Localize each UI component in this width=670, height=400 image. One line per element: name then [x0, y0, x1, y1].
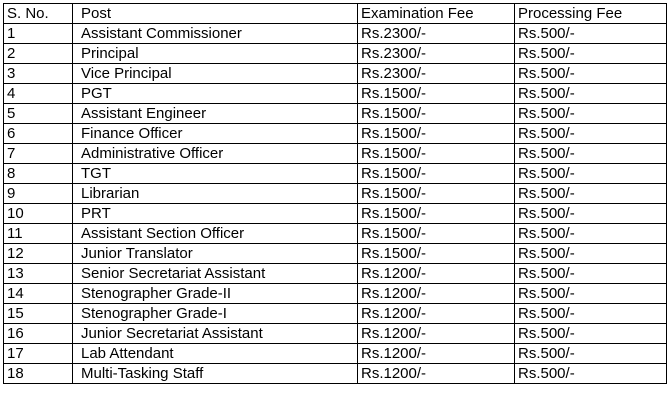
cell-sno: 6 [4, 124, 73, 144]
cell-post: Assistant Section Officer [73, 224, 358, 244]
table-row [4, 144, 667, 164]
table-row [4, 124, 667, 144]
table-row [4, 184, 667, 204]
table-row [4, 84, 667, 104]
cell-processing-fee: Rs.500/- [515, 124, 667, 144]
cell-examination-fee: Rs.2300/- [358, 64, 515, 84]
table-row [4, 284, 667, 304]
cell-examination-fee: Rs.1500/- [358, 184, 515, 204]
cell-examination-fee: Rs.2300/- [358, 24, 515, 44]
cell-post: Principal [73, 44, 358, 64]
cell-processing-fee: Rs.500/- [515, 164, 667, 184]
cell-examination-fee: Rs.1200/- [358, 284, 515, 304]
cell-examination-fee: Rs.1200/- [358, 264, 515, 284]
table-body [4, 24, 667, 384]
table-row [4, 344, 667, 364]
cell-post: Junior Secretariat Assistant [73, 324, 358, 344]
cell-examination-fee: Rs.1200/- [358, 364, 515, 384]
cell-sno: 12 [4, 244, 73, 264]
cell-post: Administrative Officer [73, 144, 358, 164]
cell-post: Vice Principal [73, 64, 358, 84]
cell-processing-fee: Rs.500/- [515, 184, 667, 204]
cell-post: TGT [73, 164, 358, 184]
cell-sno: 9 [4, 184, 73, 204]
table-row [4, 304, 667, 324]
cell-examination-fee: Rs.1500/- [358, 124, 515, 144]
cell-processing-fee: Rs.500/- [515, 24, 667, 44]
cell-post: Multi-Tasking Staff [73, 364, 358, 384]
cell-post: Senior Secretariat Assistant [73, 264, 358, 284]
cell-processing-fee: Rs.500/- [515, 64, 667, 84]
cell-sno: 7 [4, 144, 73, 164]
table-row [4, 44, 667, 64]
table-row [4, 224, 667, 244]
cell-processing-fee: Rs.500/- [515, 44, 667, 64]
cell-examination-fee: Rs.1200/- [358, 304, 515, 324]
cell-examination-fee: Rs.1200/- [358, 344, 515, 364]
cell-examination-fee: Rs.1500/- [358, 84, 515, 104]
cell-examination-fee: Rs.1200/- [358, 324, 515, 344]
cell-sno: 3 [4, 64, 73, 84]
cell-processing-fee: Rs.500/- [515, 204, 667, 224]
table-row [4, 324, 667, 344]
cell-processing-fee: Rs.500/- [515, 364, 667, 384]
header-row [4, 4, 667, 24]
cell-post: Assistant Commissioner [73, 24, 358, 44]
header-sno: S. No. [4, 4, 73, 24]
table-header [4, 4, 667, 24]
table-row [4, 204, 667, 224]
table-row [4, 264, 667, 284]
cell-post: PGT [73, 84, 358, 104]
cell-sno: 1 [4, 24, 73, 44]
cell-processing-fee: Rs.500/- [515, 344, 667, 364]
table-row [4, 24, 667, 44]
cell-sno: 5 [4, 104, 73, 124]
cell-post: Stenographer Grade-II [73, 284, 358, 304]
cell-processing-fee: Rs.500/- [515, 104, 667, 124]
cell-post: Lab Attendant [73, 344, 358, 364]
fee-table [3, 3, 667, 384]
cell-processing-fee: Rs.500/- [515, 84, 667, 104]
cell-examination-fee: Rs.1500/- [358, 204, 515, 224]
cell-post: Stenographer Grade-I [73, 304, 358, 324]
cell-sno: 14 [4, 284, 73, 304]
table-row [4, 364, 667, 384]
cell-sno: 4 [4, 84, 73, 104]
cell-sno: 13 [4, 264, 73, 284]
cell-sno: 10 [4, 204, 73, 224]
cell-sno: 17 [4, 344, 73, 364]
table-row [4, 164, 667, 184]
cell-sno: 2 [4, 44, 73, 64]
cell-sno: 18 [4, 364, 73, 384]
cell-processing-fee: Rs.500/- [515, 284, 667, 304]
header-processing-fee: Processing Fee [515, 4, 667, 24]
cell-processing-fee: Rs.500/- [515, 244, 667, 264]
cell-examination-fee: Rs.1500/- [358, 144, 515, 164]
cell-processing-fee: Rs.500/- [515, 324, 667, 344]
cell-examination-fee: Rs.2300/- [358, 44, 515, 64]
cell-post: PRT [73, 204, 358, 224]
cell-examination-fee: Rs.1500/- [358, 224, 515, 244]
cell-examination-fee: Rs.1500/- [358, 104, 515, 124]
cell-sno: 16 [4, 324, 73, 344]
cell-processing-fee: Rs.500/- [515, 264, 667, 284]
header-post: Post [73, 4, 358, 24]
cell-sno: 11 [4, 224, 73, 244]
table-row [4, 104, 667, 124]
cell-examination-fee: Rs.1500/- [358, 244, 515, 264]
cell-post: Junior Translator [73, 244, 358, 264]
cell-post: Assistant Engineer [73, 104, 358, 124]
cell-sno: 8 [4, 164, 73, 184]
cell-post: Librarian [73, 184, 358, 204]
cell-examination-fee: Rs.1500/- [358, 164, 515, 184]
cell-processing-fee: Rs.500/- [515, 304, 667, 324]
table-row [4, 64, 667, 84]
table-row [4, 244, 667, 264]
cell-processing-fee: Rs.500/- [515, 224, 667, 244]
cell-processing-fee: Rs.500/- [515, 144, 667, 164]
cell-sno: 15 [4, 304, 73, 324]
cell-post: Finance Officer [73, 124, 358, 144]
header-examination-fee: Examination Fee [358, 4, 515, 24]
